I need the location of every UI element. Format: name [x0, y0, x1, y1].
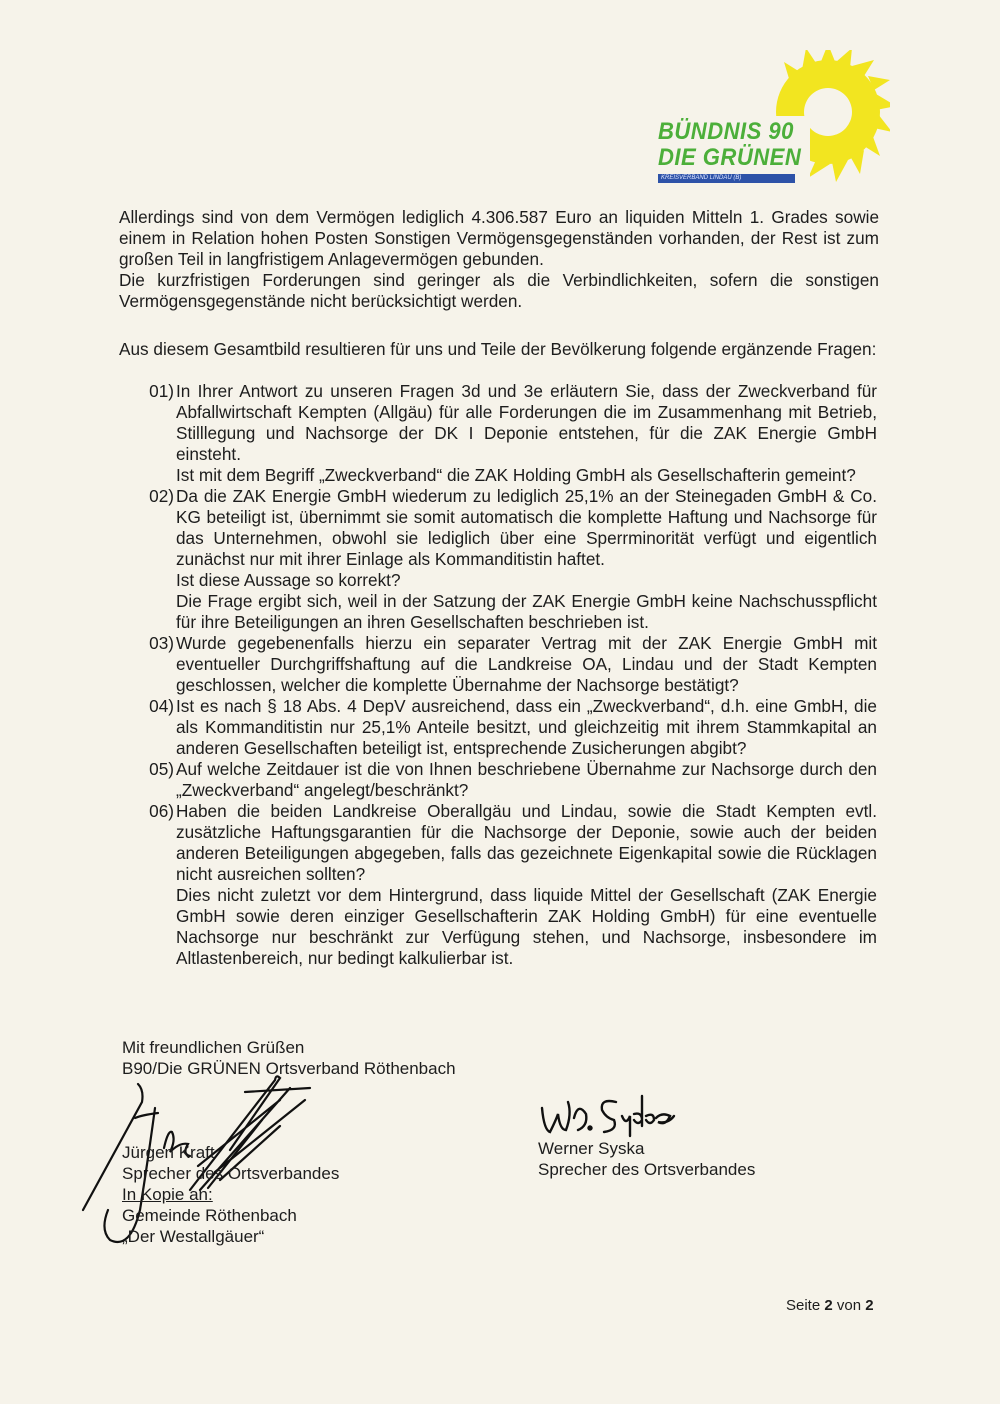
closing-organization: B90/Die GRÜNEN Ortsverband Röthenbach — [122, 1059, 456, 1078]
closing-greeting: Mit freundlichen Grüßen — [122, 1038, 305, 1057]
question-item — [119, 696, 879, 759]
page-prefix: Seite — [786, 1297, 821, 1314]
logo-line1: BÜNDNIS 90 — [658, 118, 794, 145]
question-item — [119, 381, 879, 486]
question-text: In Ihrer Antwort zu unseren Fragen 3d und 3e erläutern Sie, dass der Zweckverband für Abfallwirtschaft Kempten (Allgäu) für alle Forderungen die im Zusammenhang mit Betrieb, Stilllegung und Nachsorge der DK I Deponie entstehen, für die ZAK Energie GmbH einsteht. — [176, 381, 877, 464]
signatory-right-name: Werner Syska — [538, 1139, 645, 1158]
copy-to-recipient: Gemeinde Röthenbach — [122, 1206, 297, 1225]
question-text: Haben die beiden Landkreise Oberallgäu und Lindau, sowie die Stadt Kempten evtl. zusätzliche Haftungsgarantien für die Nachsorge der Deponie, sowie auch der beiden anderen Beteiligungen abgegeben, falls das gezeichnete Eigenkapital sowie die Rücklagen nicht ausreichen sollten? — [176, 801, 877, 884]
page-current: 2 — [824, 1297, 833, 1314]
page-total: 2 — [865, 1297, 874, 1314]
question-text: Die Frage ergibt sich, weil in der Satzung der ZAK Energie GmbH keine Nachschusspflicht für ihre Beteiligungen an ihren Gesellschaften beschrieben ist. — [176, 591, 877, 632]
logo-subtitle: KREISVERBAND LINDAU (B) — [658, 174, 795, 183]
copy-to-recipient: „Der Westallgäuer“ — [122, 1227, 265, 1246]
paragraph-1: Allerdings sind von dem Vermögen lediglich 4.306.587 Euro an liquiden Mitteln 1. Grades sowie einem in Relation hohen Posten Sonstigen Vermögensgegenständen vorhanden, der Rest ist zum großen Teil in langfristigem Anlagevermögen gebunden. — [119, 207, 879, 269]
question-number: 06) — [149, 801, 174, 821]
question-text: Ist diese Aussage so korrekt? — [176, 570, 401, 590]
signatory-right-role: Sprecher des Ortsverbandes — [538, 1160, 756, 1179]
copy-to-label: In Kopie an: — [122, 1185, 213, 1204]
question-number: 04) — [149, 696, 174, 716]
party-logo — [650, 50, 890, 190]
question-text: Ist mit dem Begriff „Zweckverband“ die ZAK Holding GmbH als Gesellschafterin gemeint? — [176, 465, 856, 485]
opening-section — [119, 207, 879, 312]
question-text: Da die ZAK Energie GmbH wiederum zu lediglich 25,1% an der Steinegaden GmbH & Co. KG beteiligt ist, übernimmt sie somit automatisch die komplette Haftung und Nachsorge für das Unternehmen, obwohl sie lediglich über eine Sperrminorität verfügt und eigentlich zunächst nur mit ihrer Einlage als Kommanditistin haftet. — [176, 486, 877, 569]
intro-paragraph: Aus diesem Gesamtbild resultieren für uns und Teile der Bevölkerung folgende ergänzende Fragen: — [119, 339, 877, 359]
signatory-left-role: Sprecher des Ortsverbandes — [122, 1164, 340, 1183]
question-item — [119, 759, 879, 801]
question-text: Wurde gegebenenfalls hierzu ein separater Vertrag mit der ZAK Energie GmbH mit eventueller Durchgriffshaftung auf die Landkreise OA, Lindau und der Stadt Kempten geschlossen, welcher die komplette Übernahme der Nachsorge bestätigt? — [176, 633, 877, 695]
paragraph-2: Die kurzfristigen Forderungen sind geringer als die Verbindlichkeiten, sofern die sonstigen Vermögensgegenstände nicht berücksichtigt werden. — [119, 270, 879, 311]
question-item — [119, 486, 879, 633]
question-text: Auf welche Zeitdauer ist die von Ihnen beschriebene Übernahme zur Nachsorge durch den „Zweckverband“ angelegt/beschränkt? — [176, 759, 877, 800]
page-separator: von — [836, 1297, 862, 1314]
question-number: 02) — [149, 486, 174, 506]
question-item — [119, 633, 879, 696]
signatory-left-name: Jürgen Kraft — [122, 1143, 215, 1162]
question-text: Dies nicht zuletzt vor dem Hintergrund, dass liquide Mittel der Gesellschaft (ZAK Energie GmbH sowie deren einziger Gesellschafterin ZAK Holding GmbH) für eine eventuelle Nachsorge nur beschränkt zur Verfügung stehen, und Nachsorge, insbesondere im Altlastenbereich, nur bedingt kalkulierbar ist. — [176, 885, 877, 968]
question-text: Ist es nach § 18 Abs. 4 DepV ausreichend, dass ein „Zweckverband“, d.h. eine GmbH, die als Kommanditistin nur 25,1% Anteile besitzt, und gleichzeitig mit ihrem Stammkapital an anderen Gesellschaften beteiligt ist, entsprechende Zusicherungen abgibt? — [176, 696, 877, 758]
page-number — [786, 1297, 874, 1314]
intro-section — [119, 339, 879, 360]
question-item — [119, 801, 879, 969]
logo-line2: DIE GRÜNEN — [658, 144, 802, 171]
question-number: 05) — [149, 759, 174, 779]
signatory-left — [122, 1142, 339, 1247]
question-number: 03) — [149, 633, 174, 653]
questions-list — [119, 381, 879, 969]
signatory-right — [538, 1138, 755, 1180]
question-number: 01) — [149, 381, 174, 401]
